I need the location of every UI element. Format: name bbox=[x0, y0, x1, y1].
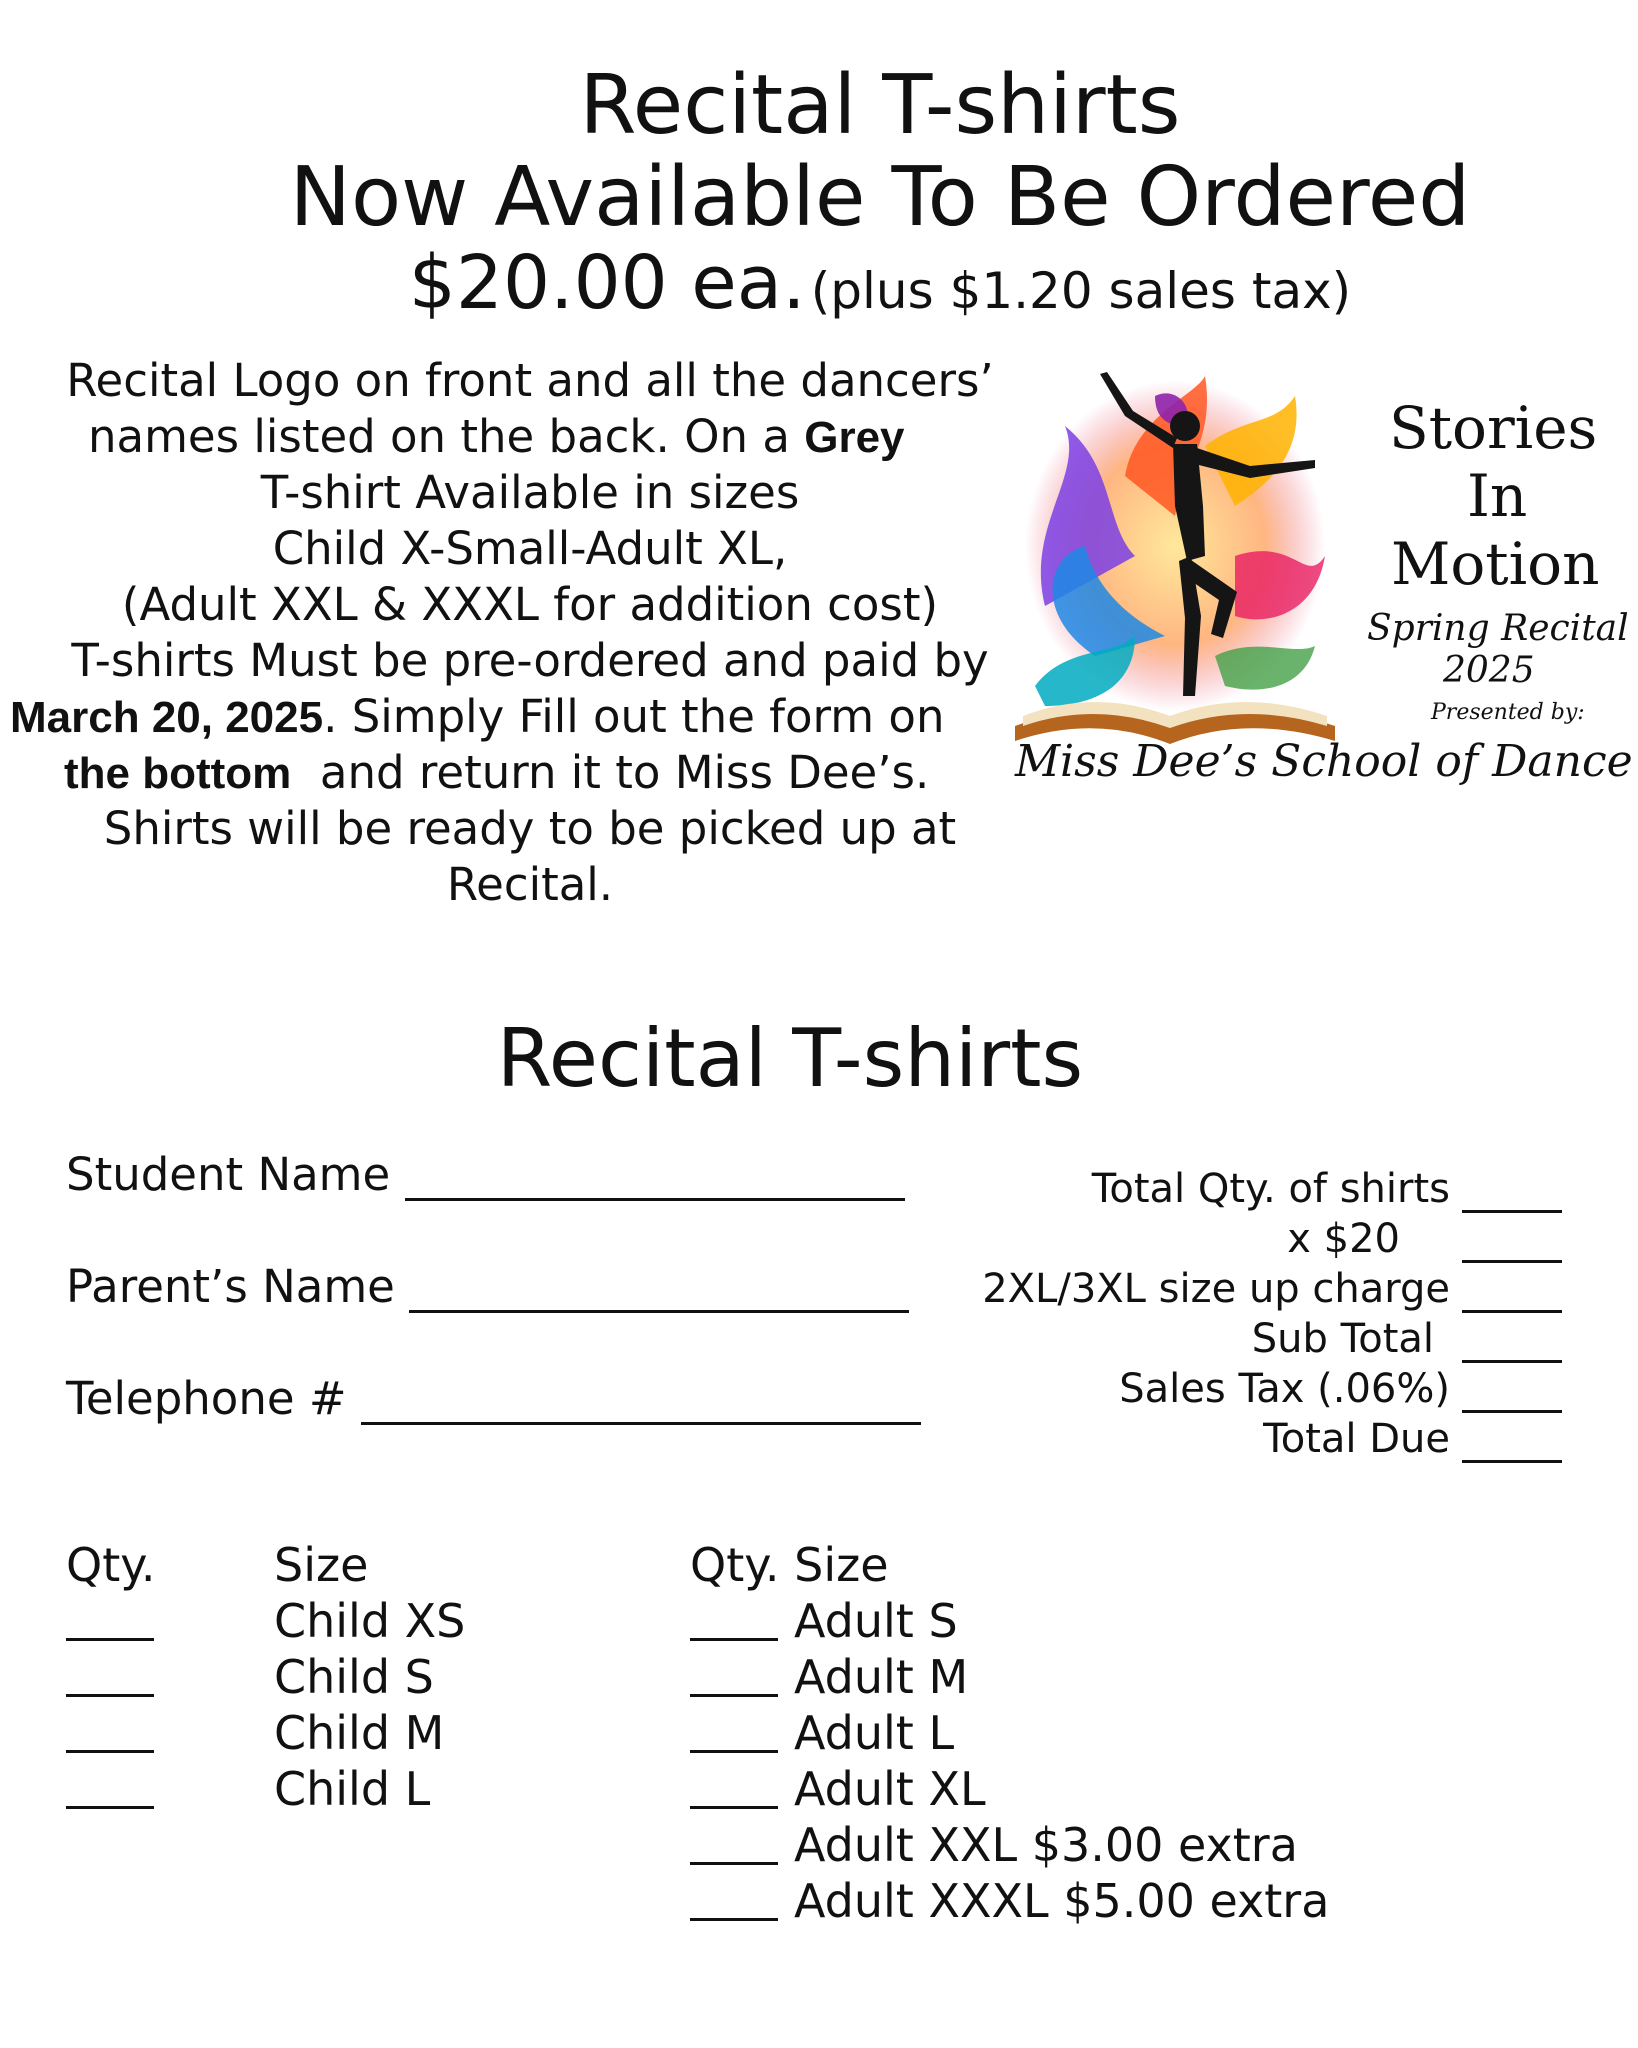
adult-xl-qty-blank[interactable] bbox=[690, 1766, 778, 1809]
adult-m-qty-blank[interactable] bbox=[690, 1654, 778, 1697]
adult-size-label: Adult XXXL $5.00 extra bbox=[794, 1874, 1330, 1928]
parent-name-label: Parent’s Name bbox=[66, 1260, 395, 1313]
child-l-qty-blank[interactable] bbox=[66, 1766, 154, 1809]
qty-size-header: Qty. Size bbox=[690, 1538, 889, 1592]
child-size-label: Child XS bbox=[274, 1594, 466, 1648]
child-size-label: Child S bbox=[274, 1650, 434, 1704]
student-name-blank[interactable] bbox=[405, 1158, 905, 1201]
telephone-label: Telephone # bbox=[66, 1372, 347, 1425]
logo-title-motion: Motion bbox=[1391, 530, 1600, 598]
description-line: (Adult XXL & XXXL for addition cost) bbox=[121, 578, 939, 631]
total-due-blank[interactable] bbox=[1462, 1420, 1562, 1463]
adult-size-label: Adult S bbox=[794, 1594, 958, 1648]
adult-size-label: Adult XXL $3.00 extra bbox=[794, 1818, 1298, 1872]
telephone-blank[interactable] bbox=[361, 1382, 921, 1425]
price-note: (plus $1.20 sales tax) bbox=[810, 262, 1352, 320]
description-line: Shirts will be ready to be picked up at bbox=[103, 802, 957, 855]
grey-emphasis: Grey bbox=[804, 413, 905, 462]
total-row: 2XL/3XL size up charge bbox=[982, 1266, 1450, 1312]
total-row: x $20 bbox=[1287, 1216, 1400, 1262]
logo-year: 2025 bbox=[1443, 650, 1535, 691]
page-title: Recital T-shirts bbox=[579, 58, 1181, 153]
child-xs-qty-blank[interactable] bbox=[66, 1598, 154, 1641]
child-size-label: Child M bbox=[274, 1706, 445, 1760]
price: $20.00 ea. bbox=[408, 240, 806, 326]
total-row: Total Due bbox=[1263, 1416, 1450, 1462]
logo-school-name: Miss Dee’s School of Dance bbox=[1015, 736, 1633, 787]
adult-size-label: Adult L bbox=[794, 1706, 955, 1760]
size-up-charge-blank[interactable] bbox=[1462, 1270, 1562, 1313]
logo-title-in: In bbox=[1467, 462, 1528, 530]
telephone-field[interactable] bbox=[66, 1372, 921, 1425]
student-name-label: Student Name bbox=[66, 1148, 391, 1201]
adult-size-label: Adult XL bbox=[794, 1762, 986, 1816]
adult-s-qty-blank[interactable] bbox=[690, 1598, 778, 1641]
sales-tax-blank[interactable] bbox=[1462, 1370, 1562, 1413]
child-s-qty-blank[interactable] bbox=[66, 1654, 154, 1697]
sub-total-blank[interactable] bbox=[1462, 1320, 1562, 1363]
times-20-blank[interactable] bbox=[1462, 1220, 1562, 1263]
student-name-field[interactable] bbox=[66, 1148, 905, 1201]
parent-name-blank[interactable] bbox=[409, 1270, 909, 1313]
bottom-emphasis: the bottom bbox=[64, 749, 292, 798]
child-m-qty-blank[interactable] bbox=[66, 1710, 154, 1753]
logo-title-stories: Stories bbox=[1389, 394, 1598, 462]
size-header: Size bbox=[274, 1538, 369, 1592]
recital-logo bbox=[1005, 356, 1633, 796]
description-line: T-shirts Must be pre-ordered and paid by bbox=[71, 634, 989, 687]
child-size-label: Child L bbox=[274, 1762, 431, 1816]
deadline-date: March 20, 2025 bbox=[10, 693, 324, 742]
description-line: T-shirt Available in sizes bbox=[260, 466, 800, 519]
adult-l-qty-blank[interactable] bbox=[690, 1710, 778, 1753]
description-line: Recital. bbox=[446, 858, 614, 911]
parent-name-field[interactable] bbox=[66, 1260, 909, 1313]
description-line: Recital Logo on front and all the dancers’ bbox=[66, 354, 994, 407]
description-line: the bottom and return it to Miss Dee’s. bbox=[64, 746, 930, 799]
description-line: Child X-Small-Adult XL, bbox=[272, 522, 788, 575]
adult-xxl-qty-blank[interactable] bbox=[690, 1822, 778, 1865]
total-row: Total Qty. of shirts bbox=[1091, 1166, 1450, 1212]
description-line: names listed on the back. On a Grey bbox=[88, 410, 905, 463]
logo-presented-by: Presented by: bbox=[1431, 700, 1585, 725]
page-subtitle: Now Available To Be Ordered bbox=[289, 150, 1471, 245]
adult-size-label: Adult M bbox=[794, 1650, 969, 1704]
logo-subtitle: Spring Recital bbox=[1367, 608, 1629, 649]
form-title: Recital T-shirts bbox=[496, 1012, 1084, 1105]
description-line: March 20, 2025. Simply Fill out the form on bbox=[10, 690, 945, 743]
total-qty-blank[interactable] bbox=[1462, 1170, 1562, 1213]
qty-header: Qty. bbox=[66, 1538, 156, 1592]
adult-xxxl-qty-blank[interactable] bbox=[690, 1878, 778, 1921]
total-row: Sales Tax (.06%) bbox=[1119, 1366, 1450, 1412]
total-row: Sub Total bbox=[1251, 1316, 1434, 1362]
price-line bbox=[0, 240, 1638, 326]
